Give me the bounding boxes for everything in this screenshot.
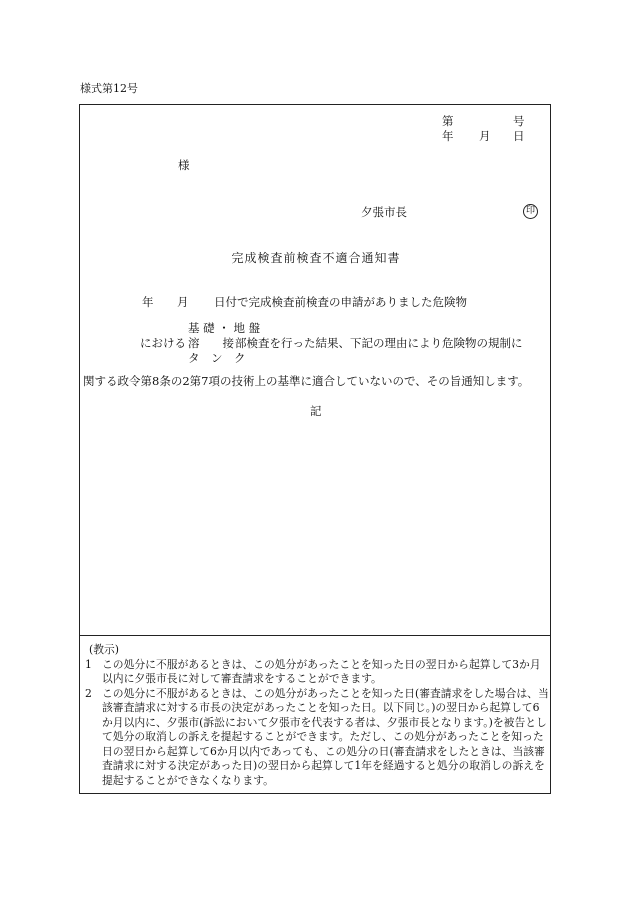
notice-heading: (教示) [89,643,120,656]
date-day-label: 日 [513,129,525,143]
body-line-2-prefix: における [140,336,186,350]
issuer-name: 夕張市長 [361,205,407,219]
date-month-label: 月 [479,129,491,143]
doc-number-prefix: 第 [442,114,454,128]
body-line-2-suffix: 部検査を行った結果、下記の理由により危険物の規制に [235,336,523,350]
notice-item-number: 1 [85,657,92,671]
form-number: 様式第12号 [80,82,138,95]
body-line-3: 関する政令第8条の2第7項の技術上の基準に適合していないので、その旨通知します。 [83,374,530,388]
notice-item [80,658,550,687]
body-year-label: 年 [142,295,154,309]
seal-mark: 印 [523,204,538,219]
addressee-suffix: 様 [178,158,190,172]
notice-item-text: この処分に不服があるときは、この処分があったことを知った日の翌日から起算して3か月以内に夕張市長に対して審査請求をすることができます。 [102,657,541,685]
body-line-1: 日付で完成検査前検査の申請がありました危険物 [214,295,467,309]
document-title: 完成検査前検査不適合通知書 [231,251,401,265]
option-tank: タ ン ク [188,351,246,365]
option-welding: 溶 接 [188,336,234,350]
notice-item-number: 2 [85,686,92,700]
ki-label: 記 [310,404,322,418]
section-divider [80,635,550,636]
appeal-notice [80,643,550,788]
notice-item-text: この処分に不服があるときは、この処分があったことを知った日(審査請求をした場合は、当該審査請求に対する市長の決定があったことを知った日。以下同じ。)の翌日から起算して6か月以内に、夕張市(訴訟において夕張市を代表する者は、夕張市長となります。)を被告として処分の取消しの訴えを提起することができます。ただし、この処分があったことを知った日の翌日から起算して6か月以内であっても、この処分の日(審査請求をしたときは、当該審査請求に対する決定があった日)の翌日から起算して1年を経過すると処分の取消しの訴えを提起することができなくなります。 [102,686,549,787]
document-frame [79,104,551,794]
notice-item [80,687,550,789]
option-foundation: 基 礎 ・ 地 盤 [188,321,261,335]
date-year-label: 年 [442,129,454,143]
doc-number-suffix: 号 [513,114,525,128]
body-month-label: 月 [177,295,189,309]
